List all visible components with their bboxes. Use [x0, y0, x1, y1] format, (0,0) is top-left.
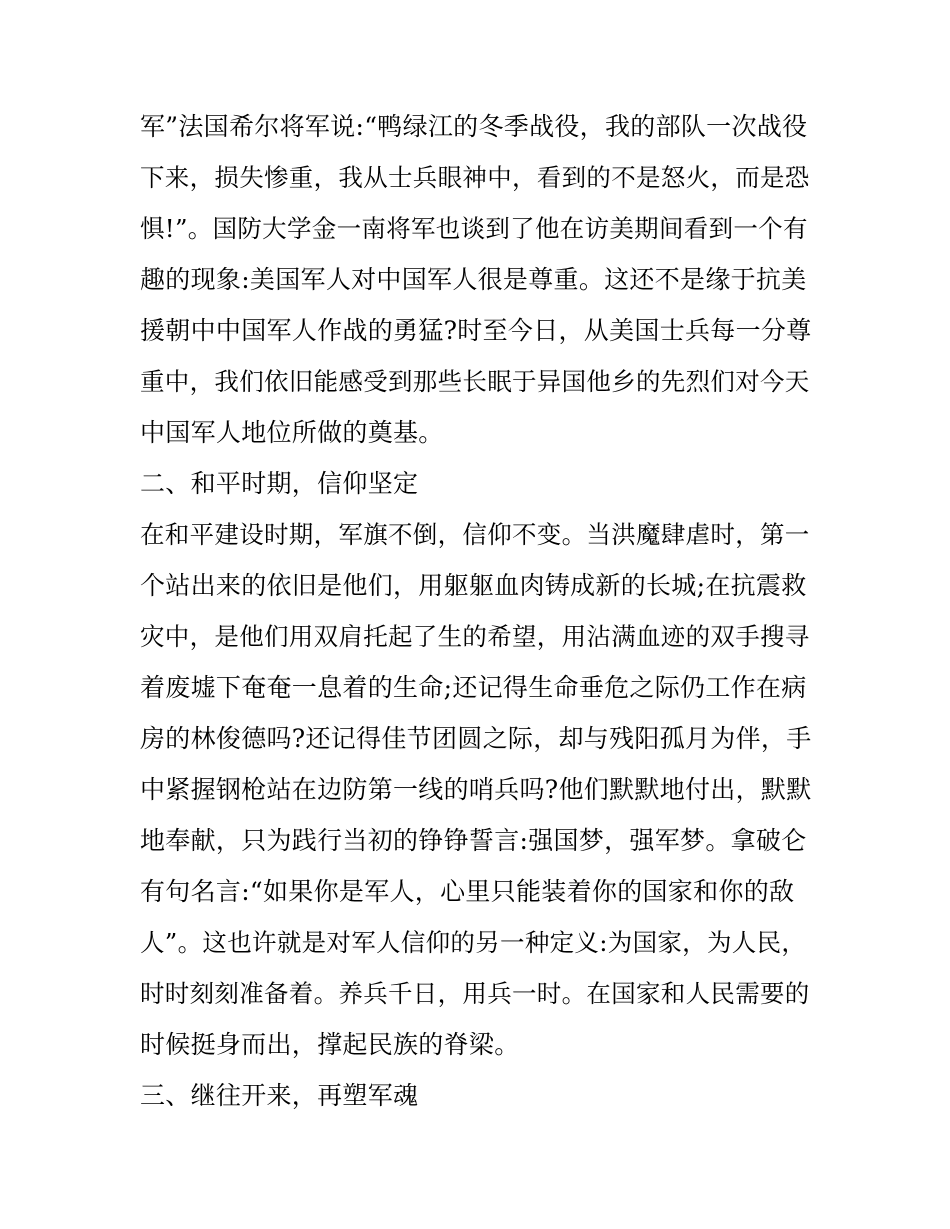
text-line: 房的林俊德吗?还记得佳节团圆之际，却与残阳孤月为伴，手	[140, 724, 812, 753]
text-line: 人”。这也许就是对军人信仰的另一种定义:为国家，为人民，	[140, 928, 807, 957]
text-line: 重中，我们依旧能感受到那些长眠于异国他乡的先烈们对今天	[140, 367, 810, 396]
text-line: 地奉献，只为践行当初的铮铮誓言:强国梦，强军梦。拿破仑	[140, 826, 807, 855]
text-line: 在和平建设时期，军旗不倒，信仰不变。当洪魔肆虐时，第一	[140, 520, 810, 549]
text-line: 军”法国希尔将军说:“鸭绿江的冬季战役，我的部队一次战役	[140, 112, 808, 141]
text-line: 时时刻刻准备着。养兵千日，用兵一时。在国家和人民需要的	[140, 979, 810, 1008]
text-line: 下来，损失惨重，我从士兵眼神中，看到的不是怒火，而是恐	[140, 163, 810, 192]
section-heading: 三、继往开来，再塑军魂	[140, 1081, 419, 1110]
document-body	[140, 101, 812, 1121]
text-line: 援朝中中国军人作战的勇猛?时至今日，从美国士兵每一分尊	[140, 316, 812, 345]
text-line: 惧!”。国防大学金一南将军也谈到了他在访美期间看到一个有	[140, 214, 808, 243]
text-line: 中国军人地位所做的奠基。	[140, 418, 444, 447]
text-line: 中紧握钢枪站在边防第一线的哨兵吗?他们默默地付出，默默	[140, 775, 812, 804]
section-heading: 二、和平时期，信仰坚定	[140, 469, 419, 498]
text-line: 灾中，是他们用双肩托起了生的希望，用沾满血迹的双手搜寻	[140, 622, 810, 651]
text-line: 着废墟下奄奄一息着的生命;还记得生命垂危之际仍工作在病	[140, 673, 807, 702]
text-line: 有句名言:“如果你是军人，心里只能装着你的国家和你的敌	[140, 877, 795, 906]
text-line: 个站出来的依旧是他们，用躯躯血肉铸成新的长城;在抗震救	[140, 571, 807, 600]
text-line: 趣的现象:美国军人对中国军人很是尊重。这还不是缘于抗美	[140, 265, 807, 294]
text-line: 时候挺身而出，撑起民族的脊梁。	[140, 1030, 520, 1059]
